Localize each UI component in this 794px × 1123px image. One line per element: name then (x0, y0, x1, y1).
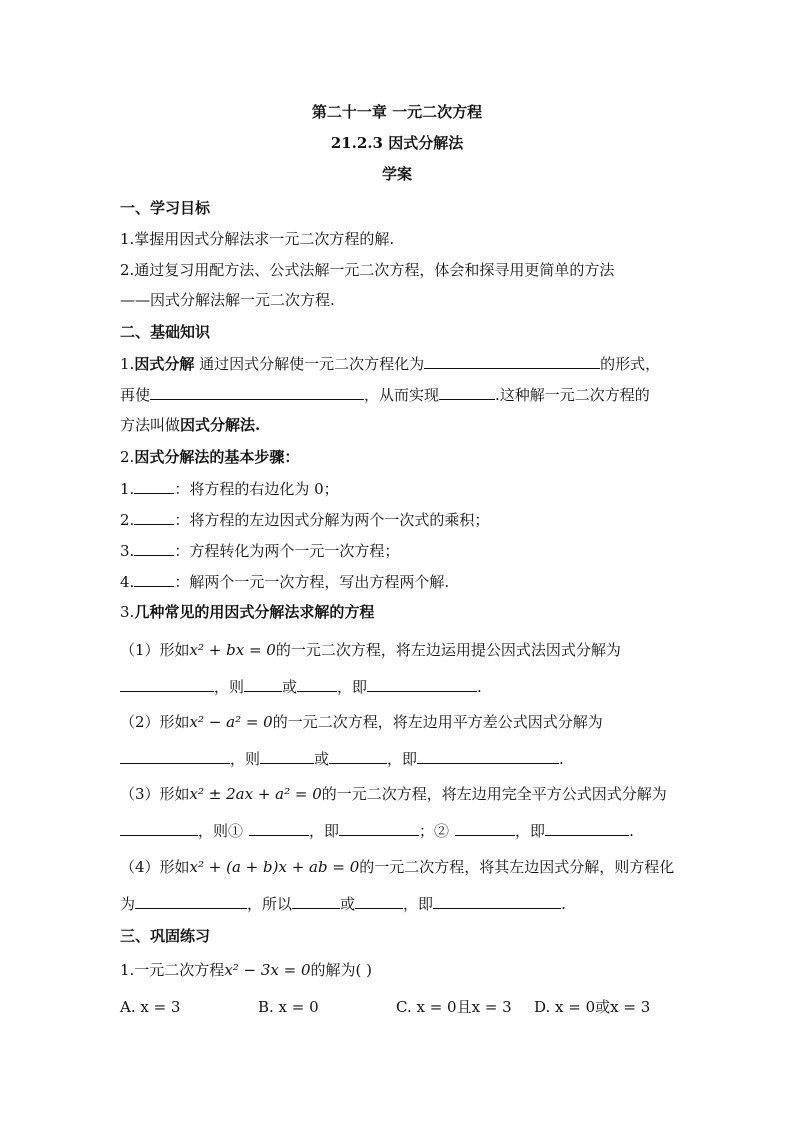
def-text: 方法叫做 (120, 416, 181, 434)
form-text: 或 (340, 895, 356, 913)
def-term: 因式分解 (134, 355, 195, 373)
form-text: ，即 (403, 895, 434, 913)
answer-blank[interactable] (339, 820, 419, 836)
answer-blank[interactable] (292, 893, 340, 909)
answer-blank[interactable] (417, 748, 559, 764)
form-3-line-2 (120, 820, 634, 841)
form-text: 的一元二次方程，将左边用平方差公式因式分解为 (272, 713, 603, 731)
answer-blank[interactable] (120, 820, 198, 836)
question-text: 1.一元二次方程 (120, 961, 225, 979)
question-1 (120, 960, 372, 980)
answer-blank[interactable] (249, 820, 309, 836)
form-text: ，即 (337, 678, 368, 696)
answer-blank[interactable] (455, 820, 515, 836)
answer-blank[interactable] (135, 893, 247, 909)
form-text: ，所以 (247, 895, 293, 913)
def-text: ，从而实现 (364, 386, 440, 404)
form-label: （2）形如 (120, 713, 190, 731)
goal-item-2-line2: ——因式分解法解一元二次方程. (120, 291, 335, 309)
goals-heading: 一、学习目标 (120, 199, 211, 217)
form-2-line-1 (120, 712, 603, 732)
option-a[interactable]: A. x = 3 (120, 998, 181, 1016)
goal-item-2-line1: 2.通过复习用配方法、公式法解一元二次方程，体会和探寻用更简单的方法 (120, 261, 615, 279)
chapter-title: 第二十一章 一元二次方程 (311, 103, 483, 121)
form-1-line-1 (120, 640, 621, 660)
definition-line-1 (120, 353, 660, 374)
answer-blank[interactable] (120, 676, 214, 692)
form-text: ，则 (230, 750, 261, 768)
form-text: . (629, 822, 634, 840)
answer-blank[interactable] (244, 676, 282, 692)
answer-blank[interactable] (134, 509, 174, 525)
option-d[interactable]: D. x = 0或x = 3 (534, 998, 651, 1016)
steps-heading (120, 447, 299, 467)
steps-prefix: 2. (120, 448, 135, 466)
doc-type-title: 学案 (381, 165, 412, 183)
form-label: （4）形如 (120, 858, 190, 876)
def-text: 的形式， (600, 355, 661, 373)
answer-blank[interactable] (545, 820, 629, 836)
step-number: 2. (120, 511, 135, 529)
form-text: ；② (419, 822, 450, 840)
answer-blank[interactable] (329, 748, 387, 764)
form-label: （3）形如 (120, 785, 190, 803)
form-text: 或 (282, 678, 298, 696)
form-text: ，则① (198, 822, 244, 840)
goal-item-1: 1.掌握用因式分解法求一元二次方程的解. (120, 230, 395, 248)
practice-heading: 三、巩固练习 (120, 927, 211, 945)
form-text: ，即 (309, 822, 340, 840)
formula: x² ± 2ax + a² = 0 (189, 785, 322, 803)
step-text: ：方程转化为两个一元一次方程； (174, 542, 400, 560)
def-text: .这种解一元二次方程的 (495, 386, 650, 404)
answer-blank[interactable] (367, 676, 477, 692)
form-text: 或 (314, 750, 330, 768)
form-4-line-2 (120, 893, 566, 914)
answer-blank[interactable] (134, 540, 174, 556)
form-3-line-1 (120, 784, 667, 804)
answer-blank[interactable] (424, 353, 600, 369)
step-number: 4. (120, 573, 135, 591)
option-c[interactable]: C. x = 0且x = 3 (396, 998, 512, 1016)
answer-blank[interactable] (433, 893, 561, 909)
form-2-line-2 (120, 748, 564, 769)
form-label: （1）形如 (120, 641, 190, 659)
form-text: 的一元二次方程，将其左边因式分解，则方程化 (359, 858, 675, 876)
step-1 (120, 478, 339, 499)
step-text: ：解两个一元一次方程，写出方程两个解. (174, 573, 450, 591)
step-number: 1. (120, 480, 135, 498)
answer-blank[interactable] (120, 748, 230, 764)
form-text: ，则 (214, 678, 245, 696)
answer-blank[interactable] (134, 571, 174, 587)
formula: x² − a² = 0 (189, 713, 273, 731)
option-b[interactable]: B. x = 0 (258, 998, 319, 1016)
basics-heading: 二、基础知识 (120, 323, 211, 341)
form-4-line-1 (120, 857, 674, 877)
definition-line-3 (120, 415, 260, 435)
form-text: 为 (120, 895, 136, 913)
step-text: ：将方程的右边化为 0； (174, 480, 339, 498)
formula: x² + (a + b)x + ab = 0 (189, 858, 360, 876)
form-text: . (559, 750, 564, 768)
step-text: ：将方程的左边因式分解为两个一次式的乘积； (174, 511, 490, 529)
form-text: . (477, 678, 482, 696)
forms-heading-text: 几种常见的用因式分解法求解的方程 (134, 603, 375, 621)
step-4 (120, 571, 449, 592)
form-text: . (561, 895, 566, 913)
forms-prefix: 3. (120, 603, 135, 621)
form-text: ，即 (515, 822, 546, 840)
answer-blank[interactable] (439, 384, 495, 400)
step-3 (120, 540, 399, 561)
formula: x² − 3x = 0 (224, 961, 311, 979)
formula: x² + bx = 0 (189, 641, 276, 659)
answer-blank[interactable] (297, 676, 337, 692)
forms-heading (120, 602, 374, 622)
def-text: 再使 (120, 386, 151, 404)
step-number: 3. (120, 542, 135, 560)
answer-blank[interactable] (134, 478, 174, 494)
form-text: 的一元二次方程，将左边运用提公因式法因式分解为 (275, 641, 621, 659)
question-text: 的解为( ) (310, 961, 373, 979)
answer-blank[interactable] (355, 893, 403, 909)
form-text: 的一元二次方程，将左边用完全平方公式因式分解为 (321, 785, 667, 803)
answer-blank[interactable] (260, 748, 314, 764)
def-text: 通过因式分解使一元二次方程化为 (194, 355, 425, 373)
answer-blank[interactable] (150, 384, 364, 400)
steps-heading-text: 因式分解法的基本步骤： (134, 448, 300, 466)
form-1-line-2 (120, 676, 482, 697)
definition-line-2 (120, 384, 650, 405)
def-term-2: 因式分解法. (180, 416, 261, 434)
def-prefix: 1. (120, 355, 135, 373)
section-title: 21.2.3 因式分解法 (330, 134, 464, 152)
form-text: ，即 (387, 750, 418, 768)
step-2 (120, 509, 489, 530)
